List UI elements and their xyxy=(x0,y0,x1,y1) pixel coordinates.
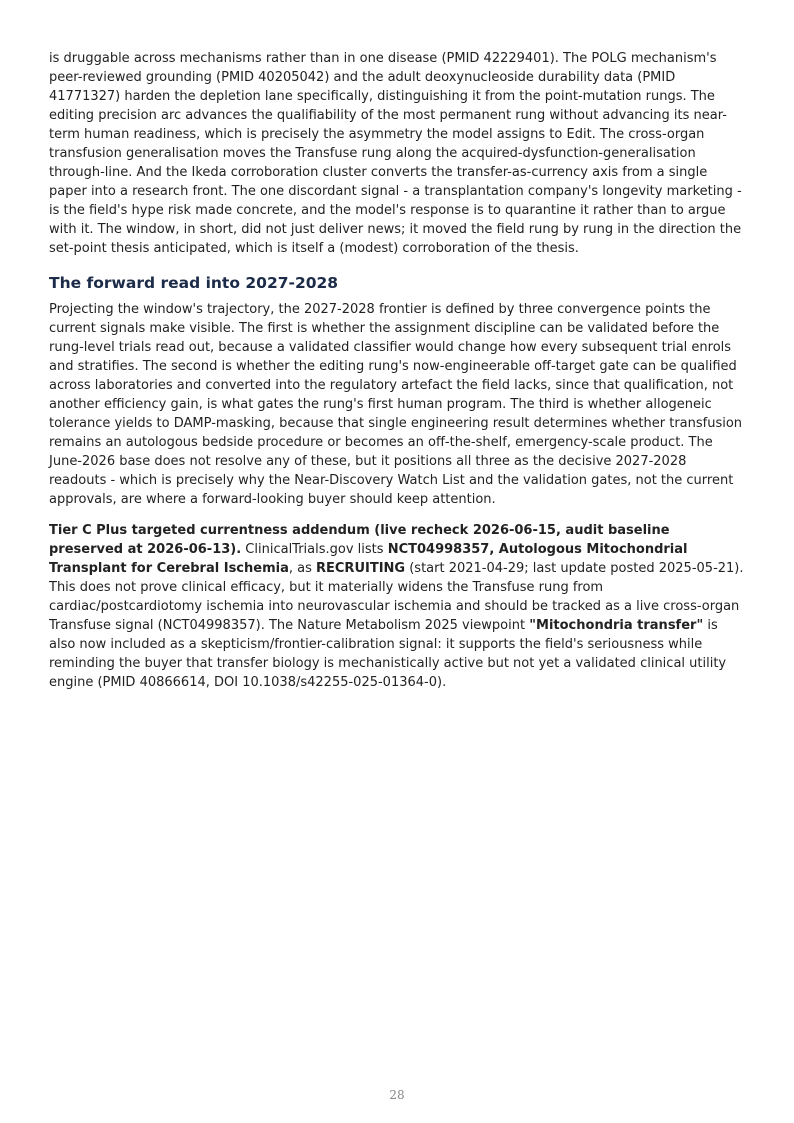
addendum-text: is also now included as a skepticism/frontier-calibration signal: it supports the field's seriousness while reminding the buyer that transfer biology is mechanistically active but not yet a validated clinical utility engine (PMID 40866614, DOI 10.1038/s42255-025-01364-0). xyxy=(49,618,727,690)
trial-status: RECRUITING xyxy=(316,561,406,576)
body-paragraph: is druggable across mechanisms rather than in one disease (PMID 42229401). The POLG mechanism's peer-reviewed grounding (PMID 40205042) and the adult deoxynucleoside durability data (PMID 41771327) harden the depletion lane specifically, distinguishing it from the point-mutation rungs. The editing precision arc advances the qualifiability of the most permanent rung without advancing its near-term human readiness, which is precisely the asymmetry the model assigns to Edit. The cross-organ transfusion generalisation moves the Transfuse rung along the acquired-dysfunction-generalisation through-line. And the Ikeda corroboration cluster converts the transfer-as-currency axis from a single paper into a research front. The one discordant signal - a transplantation company's longevity marketing - is the field's hype risk made concrete, and the model's response is to quarantine it rather than to argue with it. The window, in short, did not just deliver news; it moved the field rung by rung in the direction the set-point thesis anticipated, which is itself a (modest) corroboration of the thesis. xyxy=(49,51,742,256)
body-paragraph: Projecting the window's trajectory, the 2027-2028 frontier is defined by three convergence points the current signals make visible. The first is whether the assignment discipline can be validated before the rung-level trials read out, because a validated classifier would change how every subsequent trial enrols and stratifies. The second is whether the editing rung's now-engineerable off-target gate can be qualified across laboratories and converted into the regulatory artefact the field lacks, since that qualification, not another efficiency gain, is what gates the rung's first human program. The third is whether allogeneic tolerance yields to DAMP-masking, because that single engineering result determines whether transfusion remains an autologous bedside procedure or becomes an off-the-shelf, emergency-scale product. The June-2026 base does not resolve any of these, but it positions all three as the decisive 2027-2028 readouts - which is precisely why the Near-Discovery Watch List and the validation gates, not the current approvals, are where a forward-looking buyer should keep attention. xyxy=(49,302,743,507)
page-number: 28 xyxy=(389,1088,405,1102)
addendum-text: (start 2021-04-29; last update posted 2025-05-21). This does not prove clinical efficacy, but it materially widens the Transfuse rung from cardiac/postcardiotomy ischemia into neurovascular ischemia and should be tracked as a live cross-organ Transfuse signal (NCT04998357). The Nature Metabolism 2025 viewpoint xyxy=(49,561,744,633)
section-heading: The forward read into 2027-2028 xyxy=(49,274,339,292)
trial-name: NCT04998357, Autologous Mitochondrial Transplant for Cerebral Ischemia xyxy=(49,542,688,576)
viewpoint-title: "Mitochondria transfer" xyxy=(529,618,704,633)
addendum-paragraph xyxy=(49,521,747,692)
page-content xyxy=(49,49,747,692)
addendum-text: , as xyxy=(288,561,316,576)
addendum-lead: Tier C Plus targeted currentness addendum (live recheck 2026-06-15, audit baseline preserved at 2026-06-13). xyxy=(49,523,670,557)
addendum-text: ClinicalTrials.gov lists xyxy=(241,542,388,557)
